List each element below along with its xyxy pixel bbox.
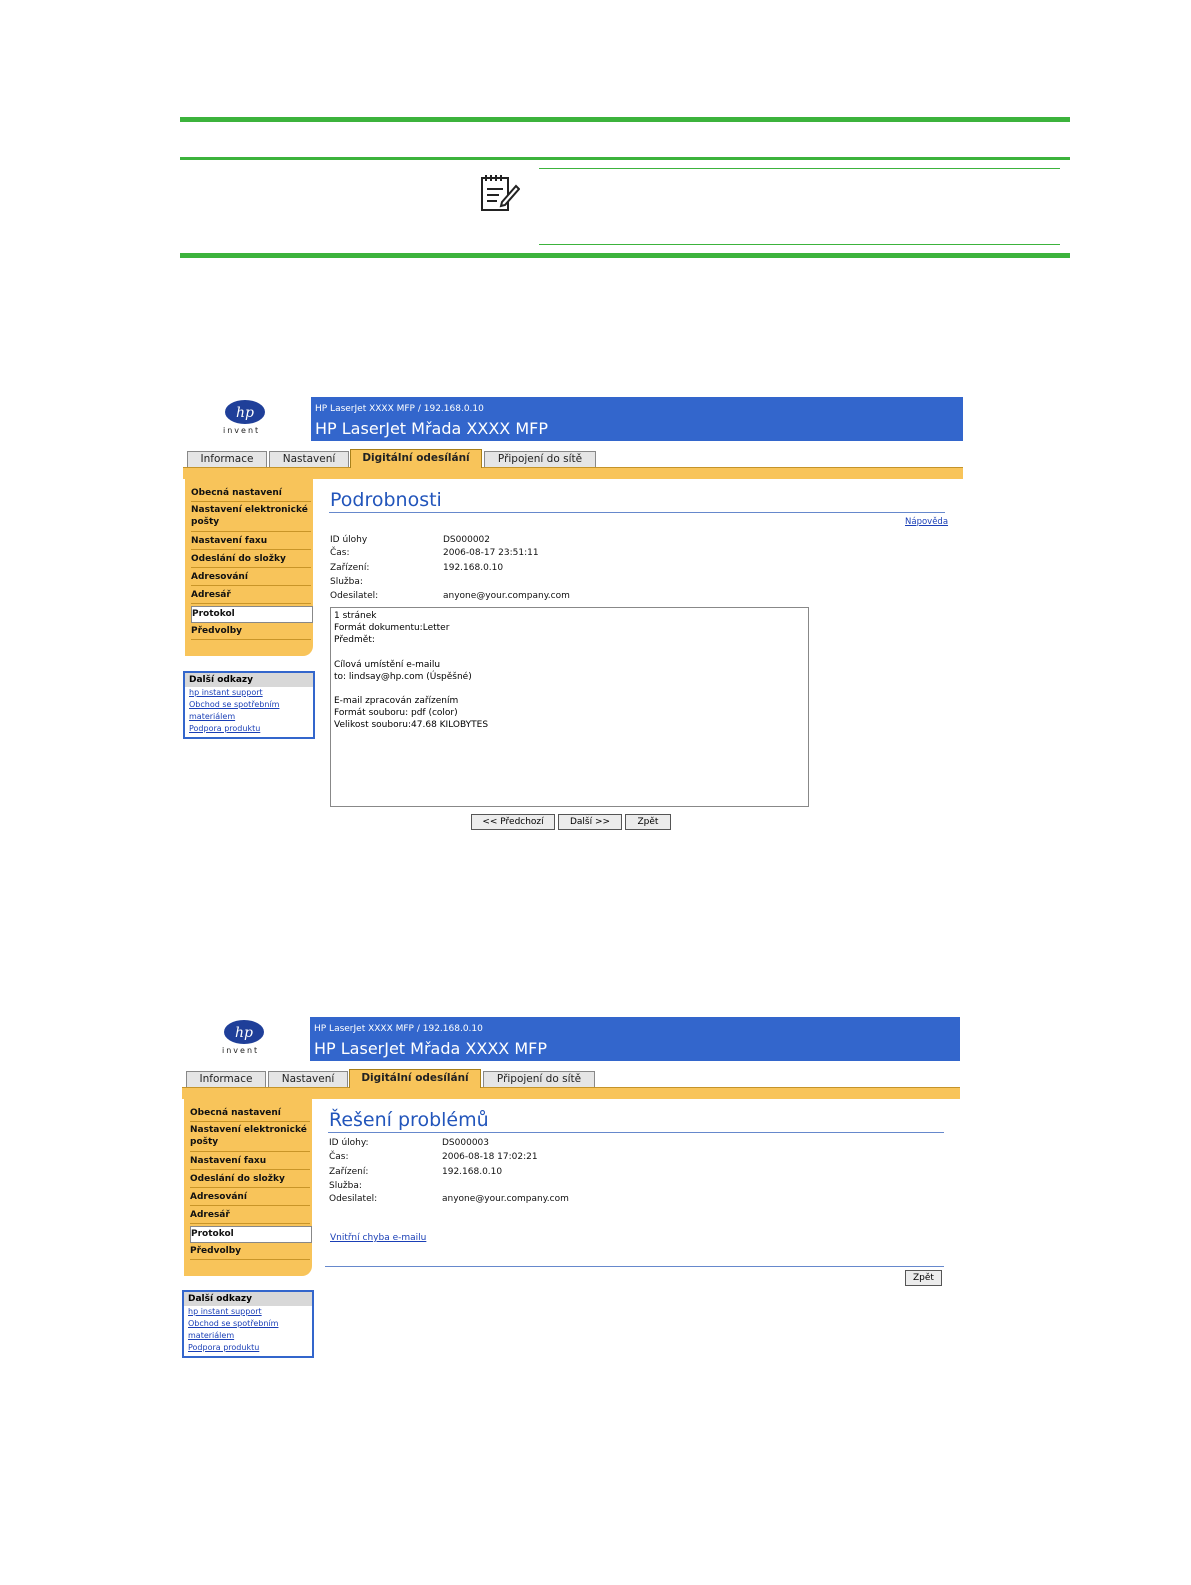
banner-title: HP LaserJet Mřada XXXX MFP <box>314 1039 547 1058</box>
tab-nastaveni[interactable]: Nastavení <box>268 1071 348 1087</box>
sidebar-item-predvolby[interactable]: Předvolby <box>190 1244 310 1260</box>
sidebar-item-predvolby[interactable]: Předvolby <box>191 624 311 640</box>
field-label: Zařízení: <box>329 1167 369 1177</box>
field-value: anyone@your.company.com <box>443 591 570 601</box>
field-label: Služba: <box>329 1181 362 1191</box>
banner-title: HP LaserJet Mřada XXXX MFP <box>315 419 548 438</box>
prev-button[interactable]: << Předchozí <box>471 814 555 830</box>
link-instant-support[interactable]: hp instant support <box>189 688 263 697</box>
back-button[interactable]: Zpět <box>625 814 671 830</box>
hp-logo-icon <box>224 399 266 425</box>
help-link[interactable]: Nápověda <box>905 517 949 527</box>
sidebar-item-obecna[interactable]: Obecná nastavení <box>190 1106 310 1122</box>
top-rule <box>180 117 1070 122</box>
ews-details-screen <box>183 397 963 842</box>
tab-informace[interactable]: Informace <box>187 451 267 467</box>
details-line <box>334 683 805 695</box>
sidebar-item-protokol[interactable]: Protokol <box>190 1226 312 1243</box>
link-instant-support[interactable]: hp instant support <box>188 1307 262 1316</box>
details-line: Velikost souboru:47.68 KILOBYTES <box>334 720 489 731</box>
logo-tagline: invent <box>223 426 261 435</box>
ews-troubleshoot-screen <box>182 1017 962 1362</box>
field-label: Čas: <box>330 548 350 558</box>
title-underline <box>329 512 945 513</box>
field-label: Služba: <box>330 577 363 587</box>
field-value: anyone@your.company.com <box>442 1194 569 1204</box>
field-label: Zařízení: <box>330 563 370 573</box>
details-line <box>334 647 805 659</box>
banner <box>311 397 963 441</box>
links-header: Další odkazy <box>184 1292 312 1306</box>
error-link[interactable]: Vnitřní chyba e-mailu <box>330 1233 427 1243</box>
page-title: Podrobnosti <box>330 489 442 511</box>
link-podpora[interactable]: Podpora produktu <box>189 724 261 733</box>
links-panel <box>182 1290 314 1358</box>
sidebar-item-slozka[interactable]: Odeslání do složky <box>190 1172 310 1188</box>
bottom-divider <box>325 1266 944 1267</box>
next-button[interactable]: Další >> <box>558 814 622 830</box>
banner-subtitle: HP LaserJet XXXX MFP / 192.168.0.10 <box>315 404 484 414</box>
tab-digitalni-odesilani[interactable]: Digitální odesílání <box>349 1069 481 1088</box>
sidebar-item-fax[interactable]: Nastavení faxu <box>191 534 311 550</box>
details-line: 1 stránek <box>334 611 377 621</box>
page-title: Řešení problémů <box>329 1109 489 1131</box>
field-label: Odesilatel: <box>329 1194 378 1204</box>
details-line: Formát souboru: pdf (color) <box>334 708 458 719</box>
hp-logo-icon <box>223 1019 265 1045</box>
title-underline <box>328 1132 944 1133</box>
field-value: 2006-08-18 17:02:21 <box>442 1152 538 1162</box>
field-value: DS000003 <box>442 1138 489 1148</box>
details-line: Cílová umístění e-mailu <box>334 659 441 670</box>
sidebar-item-adresar[interactable]: Adresář <box>190 1208 310 1224</box>
field-label: Odesilatel: <box>330 591 379 601</box>
field-label: Čas: <box>329 1152 349 1162</box>
sidebar-item-email[interactable]: Nastavení elektronické pošty <box>190 1124 310 1152</box>
note-inner-top-line <box>539 168 1060 169</box>
sidebar <box>184 1098 312 1276</box>
banner-subtitle: HP LaserJet XXXX MFP / 192.168.0.10 <box>314 1024 483 1034</box>
field-value: 192.168.0.10 <box>443 563 504 573</box>
note-top-rule <box>180 157 1070 160</box>
field-value: DS000002 <box>443 535 490 545</box>
tab-digitalni-odesilani[interactable]: Digitální odesílání <box>350 449 482 468</box>
sidebar-item-adresovani[interactable]: Adresování <box>191 570 311 586</box>
links-panel <box>183 671 315 739</box>
details-line: Předmět: <box>334 635 375 646</box>
tab-informace[interactable]: Informace <box>186 1071 266 1087</box>
sidebar-item-fax[interactable]: Nastavení faxu <box>190 1154 310 1170</box>
svg-text:hp: hp <box>235 1025 253 1041</box>
svg-text:hp: hp <box>236 405 254 421</box>
details-textarea[interactable] <box>330 607 809 807</box>
tab-pripojeni[interactable]: Připojení do sítě <box>483 1071 595 1087</box>
sidebar-item-obecna[interactable]: Obecná nastavení <box>191 486 311 502</box>
field-value: 2006-08-17 23:51:11 <box>443 548 539 558</box>
field-label: ID úlohy <box>330 535 368 545</box>
note-icon <box>478 172 520 214</box>
field-label: ID úlohy: <box>329 1138 369 1148</box>
note-inner-bottom-line <box>539 244 1060 245</box>
link-podpora[interactable]: Podpora produktu <box>188 1343 260 1352</box>
details-line: to: lindsay@hp.com (Úspěšné) <box>334 671 472 682</box>
sidebar-item-protokol[interactable]: Protokol <box>191 606 313 623</box>
sidebar-item-slozka[interactable]: Odeslání do složky <box>191 552 311 568</box>
tab-nastaveni[interactable]: Nastavení <box>269 451 349 467</box>
back-button[interactable]: Zpět <box>905 1270 942 1286</box>
field-value: 192.168.0.10 <box>442 1167 503 1177</box>
bottom-rule <box>180 253 1070 258</box>
links-header: Další odkazy <box>185 673 313 687</box>
link-obchod[interactable]: Obchod se spotřebním materiálem <box>188 1319 279 1340</box>
details-line: Formát dokumentu:Letter <box>334 623 450 634</box>
banner <box>310 1017 960 1061</box>
sidebar-item-adresar[interactable]: Adresář <box>191 588 311 604</box>
sidebar <box>185 478 313 656</box>
tab-pripojeni[interactable]: Připojení do sítě <box>484 451 596 467</box>
link-obchod[interactable]: Obchod se spotřebním materiálem <box>189 700 280 721</box>
sidebar-item-email[interactable]: Nastavení elektronické pošty <box>191 504 311 532</box>
logo-tagline: invent <box>222 1046 260 1055</box>
details-line: E-mail zpracován zařízením <box>334 696 459 707</box>
sidebar-item-adresovani[interactable]: Adresování <box>190 1190 310 1206</box>
